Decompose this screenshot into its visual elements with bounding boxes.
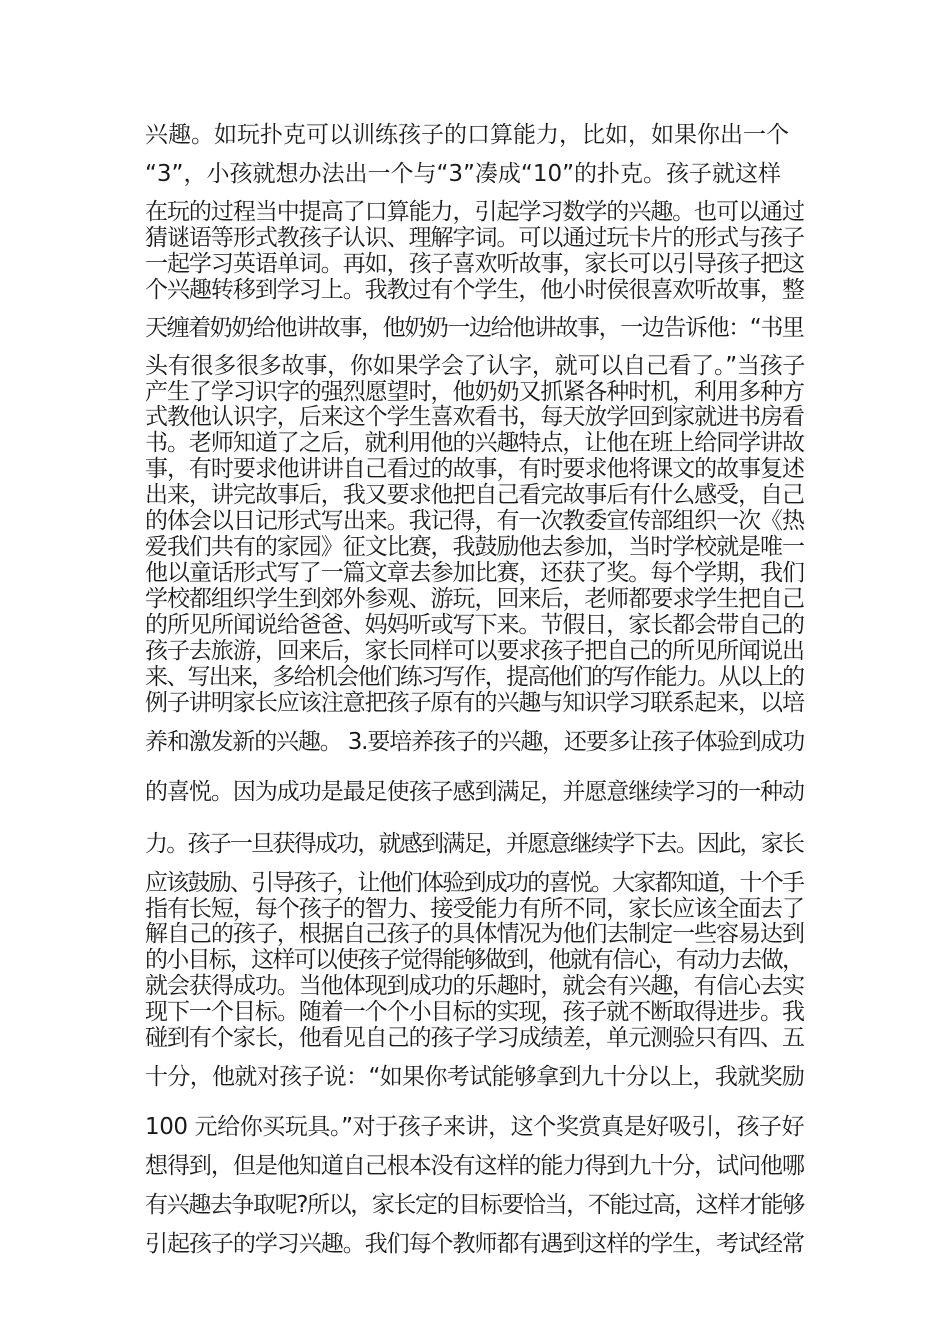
text-line: 引起孩子的学习兴趣。我们每个教师都有遇到这样的学生，考试经常 xyxy=(145,1231,804,1257)
text-line: 爱我们共有的家园》征文比赛，我鼓励他去参加，当时学校就是唯一 xyxy=(145,534,804,560)
text-line: 一起学习英语单词。再如，孩子喜欢听故事，家长可以引导孩子把这 xyxy=(145,251,804,277)
text-line: 产生了学习识字的强烈愿望时，他奶奶又抓紧各种时机，利用多种方 xyxy=(145,379,804,405)
text-line: 例子讲明家长应该注意把孩子原有的兴趣与知识学习联系起来，以培 xyxy=(145,690,804,716)
text-line: 在玩的过程当中提高了口算能力，引起学习数学的兴趣。也可以通过 xyxy=(145,199,804,225)
text-line: 现下一个目标。随着一个个小目标的实现，孩子就不断取得进步。我 xyxy=(145,999,804,1025)
text-line: 事，有时要求他讲讲自己看过的故事，有时要求他将课文的故事复述 xyxy=(145,456,804,482)
text-line: 的小目标，这样可以使孩子觉得能够做到，他就有信心，有动力去做， xyxy=(145,947,804,973)
text-line: 有兴趣去争取呢?所以，家长定的目标要恰当，不能过高，这样才能够 xyxy=(145,1192,804,1218)
text-line: 力。孩子一旦获得成功，就感到满足，并愿意继续学下去。因此，家长 xyxy=(145,831,804,857)
text-line: 解自己的孩子，根据自己孩子的具体情况为他们去制定一些容易达到 xyxy=(145,921,804,947)
text-line: 的体会以日记形式写出来。我记得，有一次教委宣传部组织一次《热 xyxy=(145,508,804,534)
text-line: 的喜悦。因为成功是最足使孩子感到满足，并愿意继续学习的一种动 xyxy=(145,779,804,805)
text-line: 指有长短，每个孩子的智力、接受能力有所不同，家长应该全面去了 xyxy=(145,896,804,922)
text-line: 碰到有个家长，他看见自己的孩子学习成绩差，单元测验只有四、五 xyxy=(145,1025,804,1051)
text-line: 十分，他就对孩子说：“如果你考试能够拿到九十分以上，我就奖励 xyxy=(145,1064,805,1090)
text-line: 头有很多很多故事，你如果学会了认字，就可以自己看了。”当孩子 xyxy=(145,353,806,379)
text-line: 式教他认识字，后来这个学生喜欢看书，每天放学回到家就进书房看 xyxy=(145,404,804,430)
text-line: 养和激发新的兴趣。 3.要培养孩子的兴趣，还要多让孩子体验到成功 xyxy=(145,729,805,755)
text-line: 想得到，但是他知道自己根本没有这样的能力得到九十分，试问他哪 xyxy=(145,1153,804,1179)
text-line: 孩子去旅游，回来后，家长同样可以要求孩子把自己的所见所闻说出 xyxy=(145,638,804,664)
text-line: 学校都组织学生到郊外参观、游玩，回来后，老师都要求学生把自己 xyxy=(145,586,804,612)
text-line: 出来，讲完故事后，我又要求他把自己看完故事后有什么感受，自己 xyxy=(145,482,804,508)
text-line: 就会获得成功。当他体现到成功的乐趣时，就会有兴趣，有信心去实 xyxy=(145,973,804,999)
text-line: “3”，小孩就想办法出一个与“3”凑成“10”的扑克。孩子就这样 xyxy=(145,161,782,187)
text-line: 的所见所闻说给爸爸、妈妈听或写下来。节假日，家长都会带自己的 xyxy=(145,612,804,638)
text-line: 个兴趣转移到学习上。我教过有个学生，他小时侯很喜欢听故事，整 xyxy=(145,277,804,303)
text-line: 天缠着奶奶给他讲故事，他奶奶一边给他讲故事，一边告诉他：“书里 xyxy=(145,315,804,341)
text-line: 应该鼓励、引导孩子，让他们体验到成功的喜悦。大家都知道，十个手 xyxy=(145,870,804,896)
text-line: 来、写出来，多给机会他们练习写作，提高他们的写作能力。从以上的 xyxy=(145,664,804,690)
text-line: 他以童话形式写了一篇文章去参加比赛，还获了奖。每个学期，我们 xyxy=(145,560,804,586)
text-line: 书。老师知道了之后，就利用他的兴趣特点，让他在班上给同学讲故 xyxy=(145,430,804,456)
text-line: 猜谜语等形式教孩子认识、理解字词。可以通过玩卡片的形式与孩子 xyxy=(145,225,804,251)
text-line: 兴趣。如玩扑克可以训练孩子的口算能力，比如，如果你出一个 xyxy=(145,122,789,148)
text-line: 100 元给你买玩具。”对于孩子来讲，这个奖赏真是好吸引，孩子好 xyxy=(145,1114,805,1140)
